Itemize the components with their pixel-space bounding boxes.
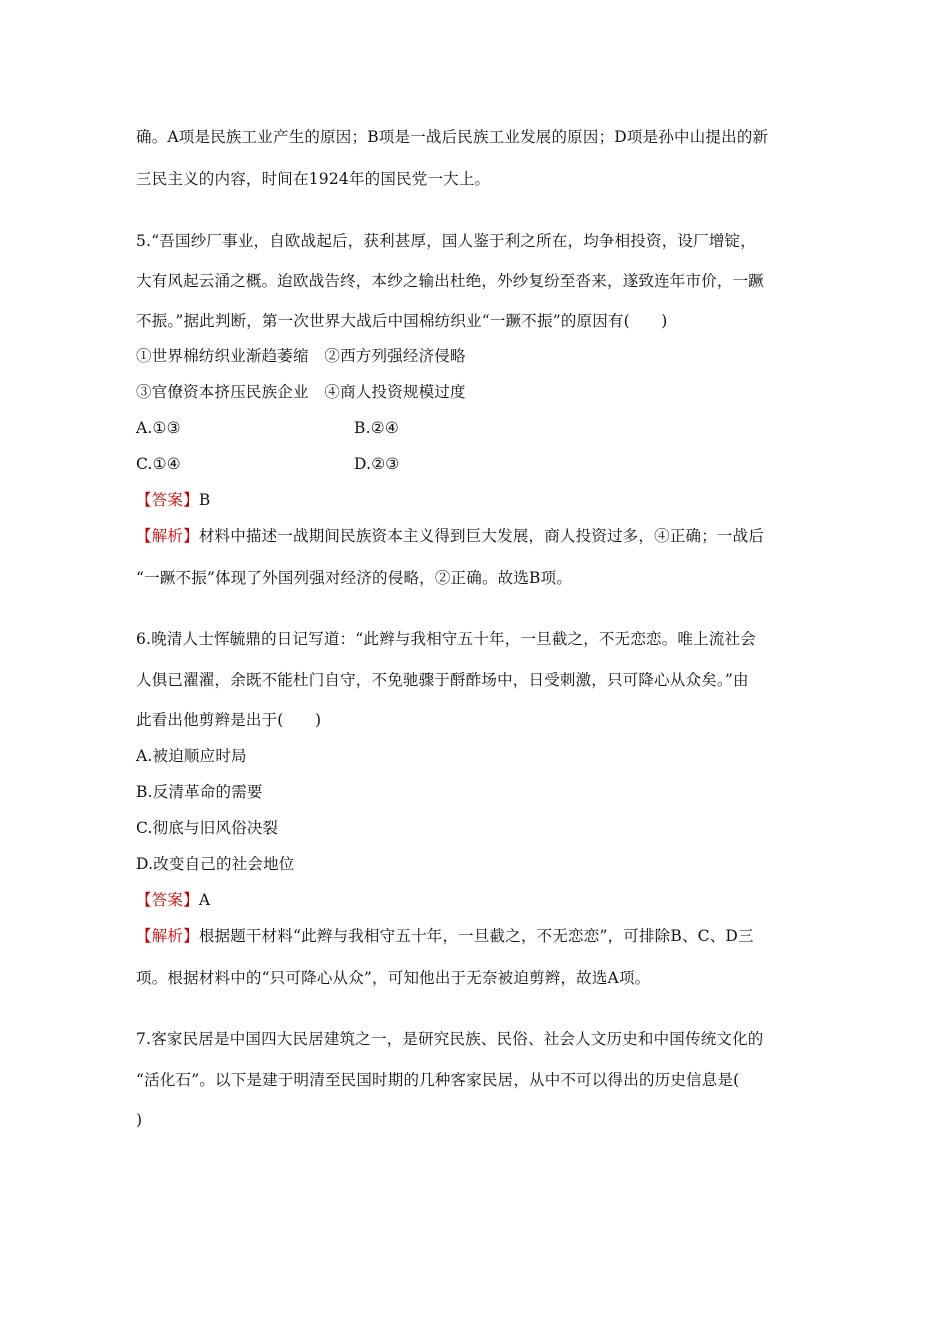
- q6-analysis-text-1: 根据题干材料“此辫与我相守五十年，一旦截之，不无恋恋”，可排除B、C、D三: [198, 927, 754, 945]
- q5-option-b: B.②④: [354, 419, 399, 437]
- q5-options-row-1: [136, 413, 816, 443]
- q5-analysis-line-1: [136, 521, 764, 551]
- prev-explanation-line-2: 三民主义的内容，时间在1924年的国民党一大上。: [136, 170, 491, 188]
- q6-answer-value: A: [198, 891, 211, 909]
- q7-stem-line-2: “活化石”。以下是建于明清至民国时期的几种客家民居，从中不可以得出的历史信息是(: [136, 1071, 740, 1089]
- q5-analysis-text-1: 材料中描述一战期间民族资本主义得到巨大发展，商人投资过多，④正确；一战后: [198, 527, 765, 545]
- q5-answer: [136, 485, 210, 515]
- q5-option-a: A.①③: [136, 419, 181, 437]
- q5-stem-line-2: 大有风起云涌之概。迨欧战告终，本纱之输出杜绝，外纱复纷至沓来，遂致连年市价，一蹶: [136, 272, 765, 290]
- q5-item-line-1: ①世界棉纺织业渐趋萎缩 ②西方列强经济侵略: [136, 347, 466, 365]
- q5-stem-line-1: 5.“吾国纱厂事业，自欧战起后，获利甚厚，国人鉴于利之所在，均争相投资，设厂增锭，: [136, 232, 756, 250]
- q6-answer-tag: 【答案】: [136, 891, 199, 909]
- q5-options-row-2: [136, 449, 816, 479]
- q6-analysis-line-1: [136, 921, 754, 951]
- q6-option-a: A.被迫顺应时局: [136, 747, 247, 765]
- q5-item-line-2: ③官僚资本挤压民族企业 ④商人投资规模过度: [136, 383, 466, 401]
- q7-stem-line-1: 7.客家民居是中国四大民居建筑之一，是研究民族、民俗、社会人文历史和中国传统文化的: [136, 1030, 764, 1048]
- q6-option-c: C.彻底与旧风俗决裂: [136, 819, 279, 837]
- q5-stem-line-3: 不振。”据此判断，第一次世界大战后中国棉纺织业“一蹶不振”的原因有( ): [136, 312, 668, 330]
- q5-analysis-tag: 【解析】: [136, 527, 199, 545]
- q6-option-b: B.反清革命的需要: [136, 783, 263, 801]
- q6-stem-line-3: 此看出他剪辫是出于( ): [136, 711, 322, 729]
- q6-stem-line-2: 人俱已濯濯，余既不能杜门自守，不免驰骤于酹酢场中，日受刺激，只可降心从众矣。”由: [136, 671, 749, 689]
- q6-analysis-tag: 【解析】: [136, 927, 199, 945]
- q7-stem-line-3: ): [136, 1111, 143, 1129]
- q6-answer: [136, 885, 210, 915]
- q5-answer-tag: 【答案】: [136, 491, 199, 509]
- q5-answer-value: B: [198, 491, 211, 509]
- q6-option-d: D.改变自己的社会地位: [136, 855, 295, 873]
- q5-option-d: D.②③: [354, 455, 400, 473]
- q6-stem-line-1: 6.晚清人士恽毓鼎的日记写道：“此辫与我相守五十年，一旦截之，不无恋恋。唯上流社会: [136, 630, 756, 648]
- document-page: [136, 0, 816, 1344]
- q6-analysis-line-2: 项。根据材料中的“只可降心从众”，可知他出于无奈被迫剪辫，故选A项。: [136, 969, 651, 987]
- q5-option-c: C.①④: [136, 455, 181, 473]
- q5-analysis-line-2: “一蹶不振”体现了外国列强对经济的侵略，②正确。故选B项。: [136, 569, 573, 587]
- prev-explanation-line-1: 确。A项是民族工业产生的原因；B项是一战后民族工业发展的原因；D项是孙中山提出的新: [136, 128, 769, 146]
